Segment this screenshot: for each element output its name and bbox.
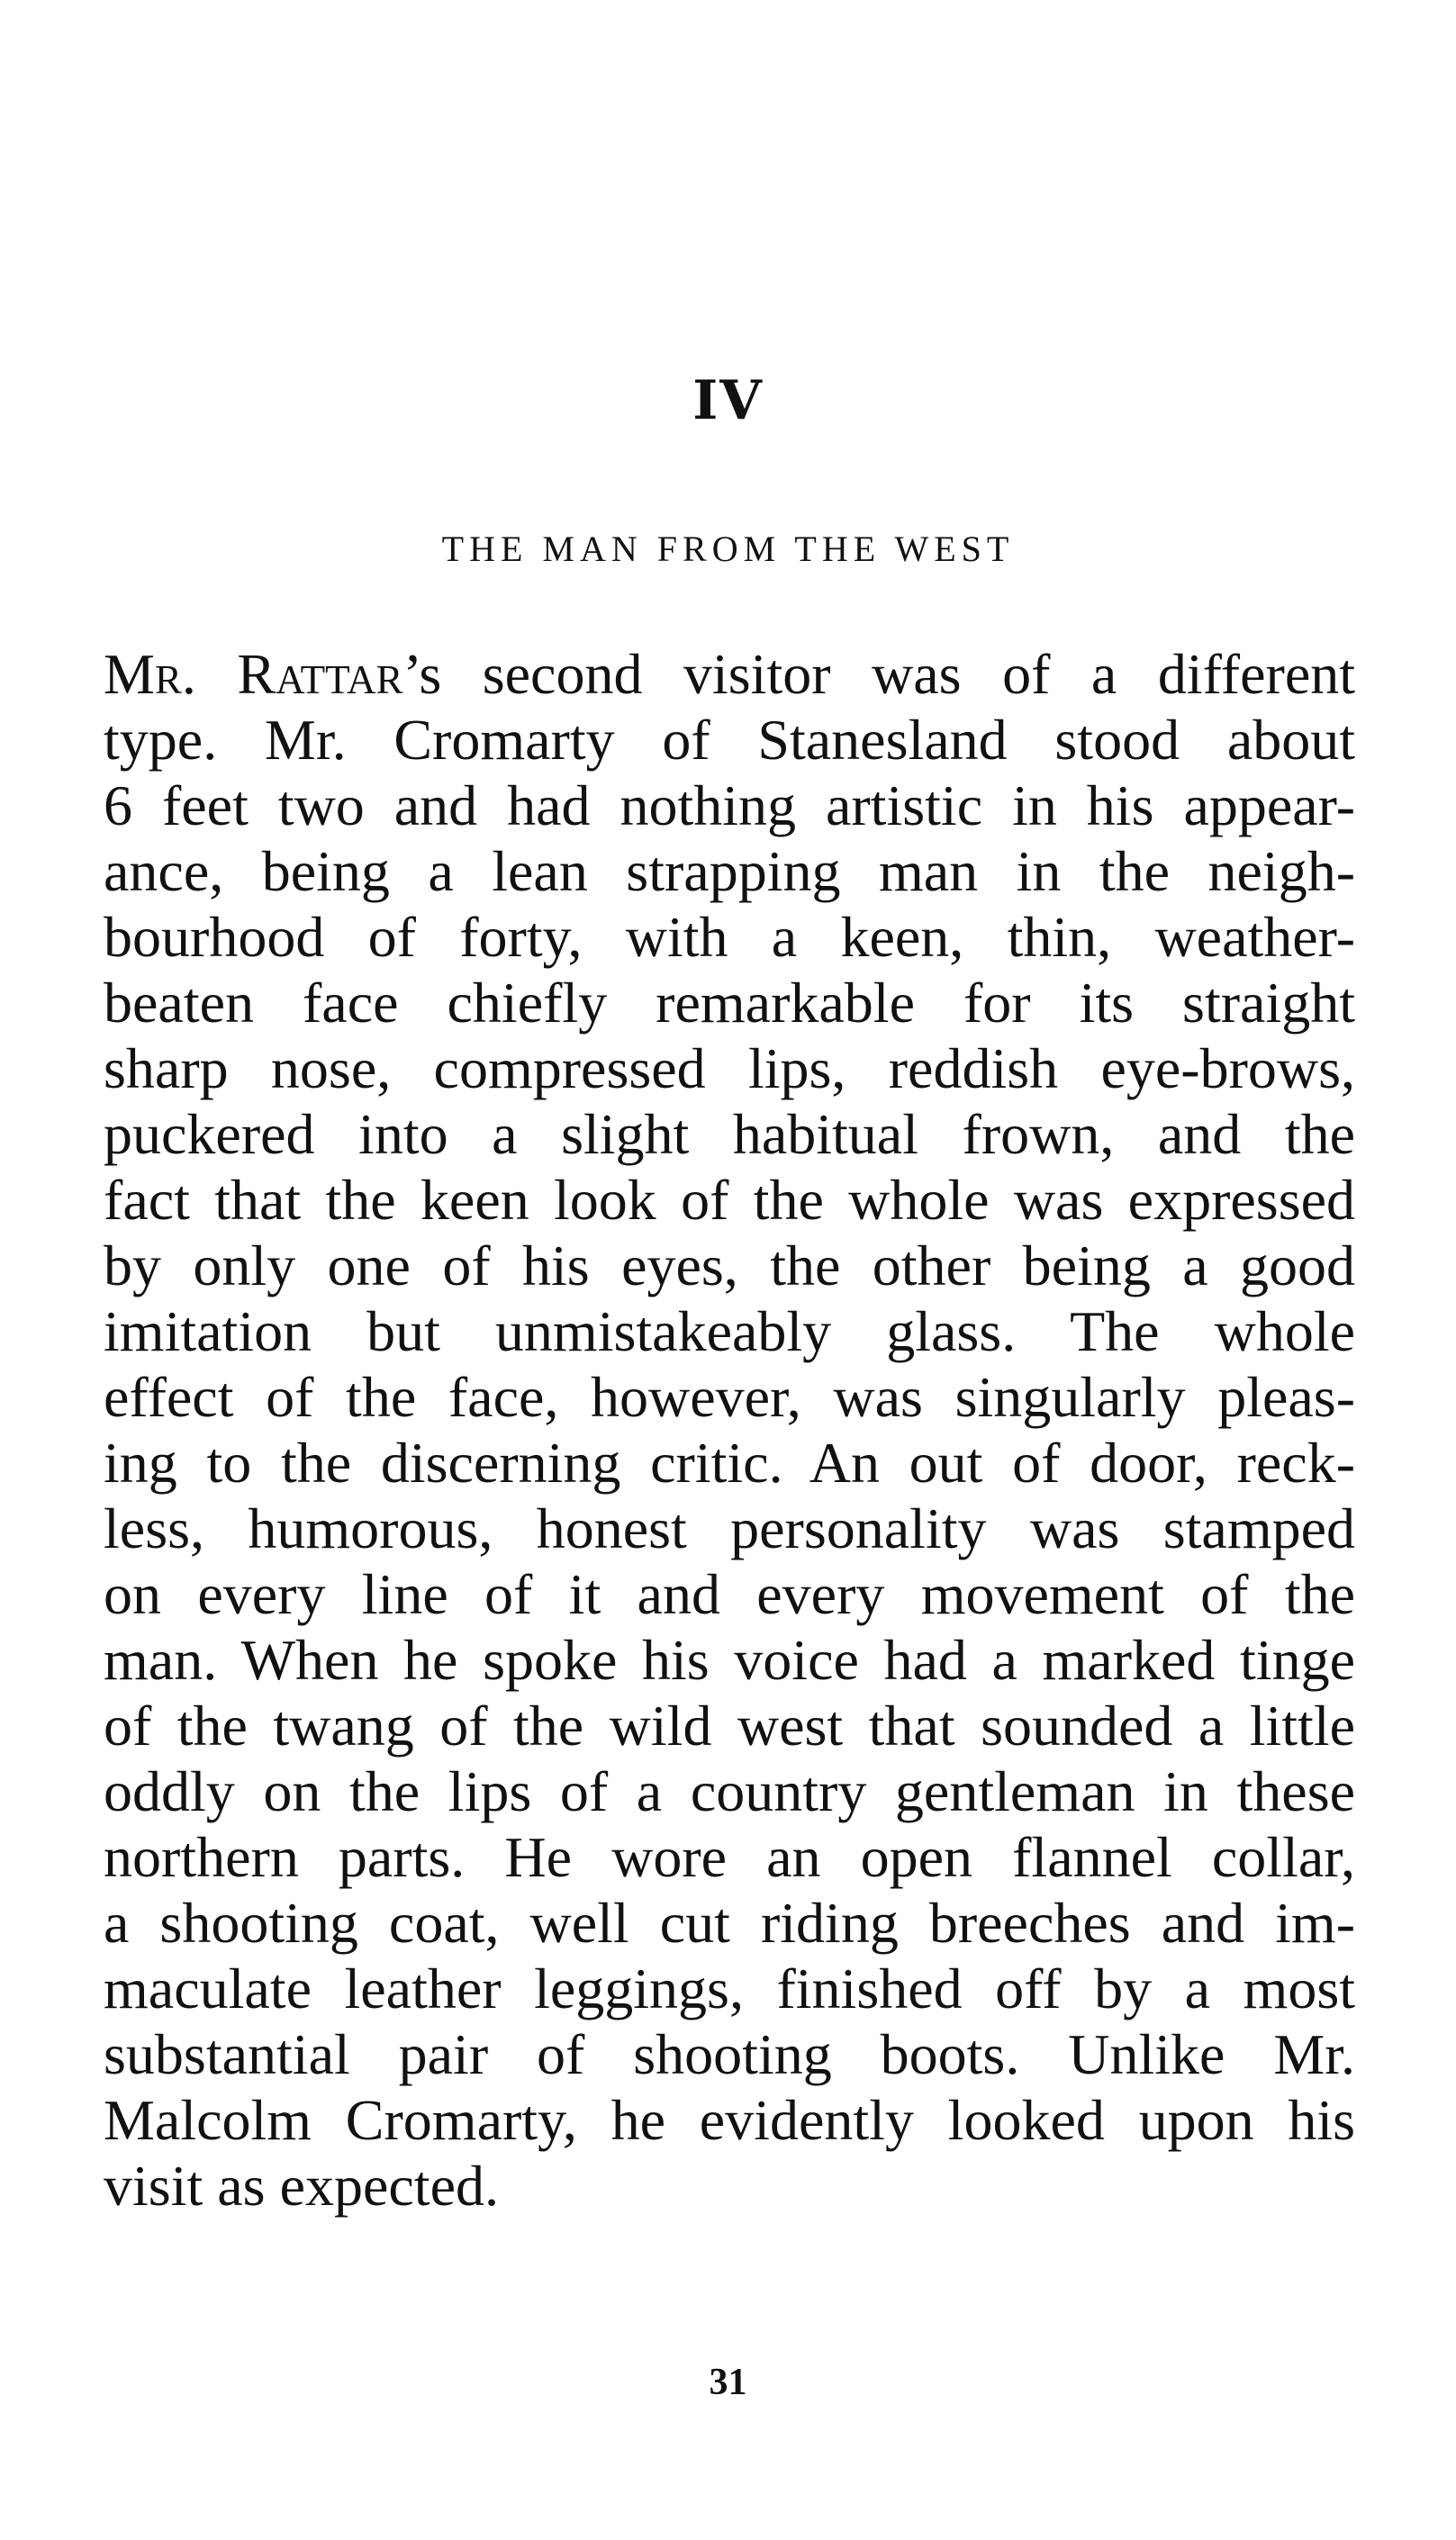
paragraph-line: Malcolm Cromarty, he evidently looked upon his [104, 2088, 1355, 2152]
paragraph-line: maculate leather leggings, finished off by a most [104, 1957, 1355, 2020]
paragraph-line: northern parts. He wore an open flannel collar, [104, 1825, 1355, 1889]
chapter-number: IV [692, 369, 764, 432]
paragraph-line: puckered into a slight habitual frown, and the [104, 1102, 1355, 1166]
paragraph-line: visit as expected. [104, 2154, 499, 2218]
paragraph-line: beaten face chiefly remarkable for its straight [104, 971, 1355, 1035]
line-text: ’s second visitor was of a different [402, 642, 1355, 706]
paragraph-line: oddly on the lips of a country gentleman in these [104, 1759, 1355, 1823]
paragraph-line: on every line of it and every movement of the [104, 1562, 1355, 1626]
paragraph-line: of the twang of the wild west that sounded a little [104, 1694, 1355, 1758]
paragraph-line: substantial pair of shooting boots. Unlike Mr. [104, 2022, 1355, 2086]
chapter-title: THE MAN FROM THE WEST [441, 529, 1015, 569]
page-number: 31 [709, 2362, 747, 2403]
paragraph-line: a shooting coat, well cut riding breeches and im- [104, 1891, 1355, 1955]
paragraph-line: bourhood of forty, with a keen, thin, weather- [104, 905, 1355, 969]
paragraph-line: fact that the keen look of the whole was expressed [104, 1168, 1355, 1232]
paragraph-line: less, humorous, honest personality was stamped [104, 1496, 1355, 1560]
paragraph-line: effect of the face, however, was singularly pleas- [104, 1365, 1355, 1429]
paragraph-line: type. Mr. Cromarty of Stanesland stood about [104, 708, 1355, 772]
paragraph-line-1 [104, 641, 1355, 707]
paragraph-line: man. When he spoke his voice had a marked tinge [104, 1628, 1355, 1692]
paragraph-line: sharp nose, compressed lips, reddish eye-brows, [104, 1036, 1355, 1100]
paragraph-line: by only one of his eyes, the other being a good [104, 1234, 1355, 1297]
paragraph-line: imitation but unmistakeably glass. The whole [104, 1299, 1355, 1363]
paragraph-line: ance, being a lean strapping man in the neigh- [104, 839, 1355, 903]
small-caps-name: Mr. Rattar [104, 642, 403, 706]
paragraph-line: 6 feet two and had nothing artistic in his appear- [104, 773, 1355, 837]
paragraph-line: ing to the discerning critic. An out of door, reck- [104, 1431, 1355, 1495]
body-paragraph [104, 641, 1355, 2219]
